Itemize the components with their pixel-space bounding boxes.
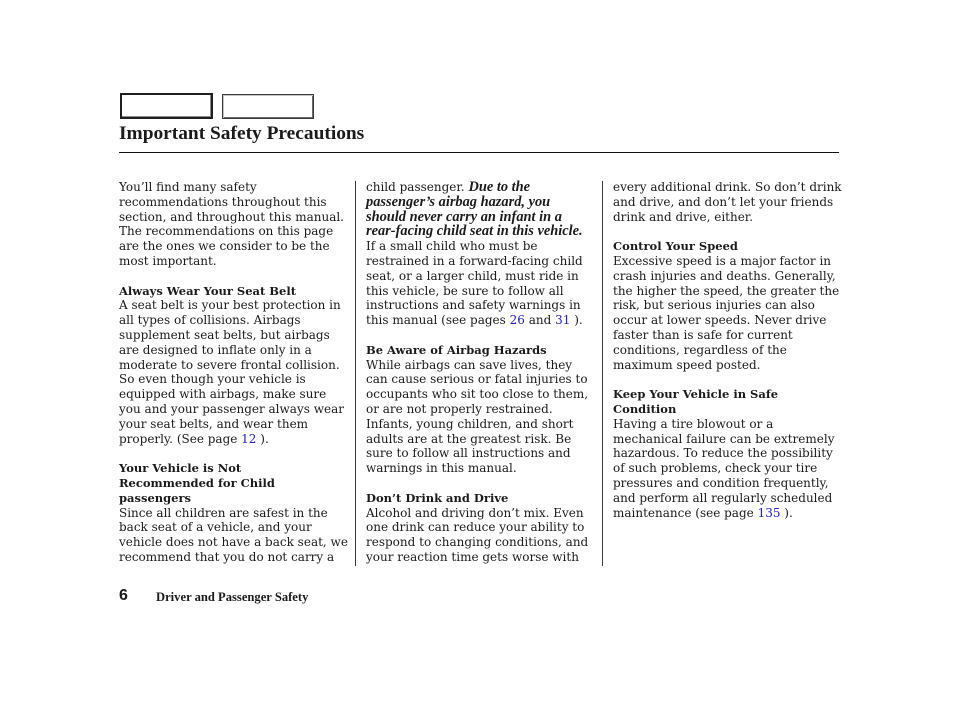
text-segment: properly. (See page [119,431,242,446]
page-reference-link[interactable]: 31 [555,313,571,328]
heading-line: Control Your Speed [613,239,738,254]
text-line: Since all children are safest in the [119,505,328,520]
section-body [366,358,598,476]
text-line: So even though your vehicle is [119,372,306,387]
section-heading [119,284,351,299]
section-heading [613,239,839,254]
section-body [366,180,598,328]
section-body [119,298,351,446]
text-line: drink and drive, either. [613,209,754,224]
heading-line: Always Wear Your Seat Belt [119,283,297,298]
text-line: recommendations throughout this [119,194,327,209]
text-line: section, and throughout this manual. [119,209,344,224]
section-body [119,506,351,565]
heading-line: Recommended for Child [119,475,275,490]
text-line: Having a tire blowout or a [613,416,774,431]
text-line: vehicle does not have a back seat, we [119,535,348,550]
section-body [366,506,598,565]
text-line [366,195,598,210]
section-heading [119,461,351,505]
text-segment: ). [256,431,269,446]
text-line: faster than is safe for current [613,327,793,342]
page-number: 6 [119,587,128,604]
text-line: are the ones we consider to be the [119,239,330,254]
text-section [366,180,598,328]
heading-line: Keep Your Vehicle in Safe [613,387,779,402]
text-line: If a small child who must be [366,239,538,254]
warning-text: rear-facing child seat in this vehicle. [366,223,583,240]
text-line: you and your passenger always wear [119,401,344,416]
heading-line: Don’t Drink and Drive [366,490,509,505]
text-line: all types of collisions. Airbags [119,313,301,328]
column-divider [602,181,603,566]
text-section [613,387,839,520]
text-segment: child passenger. [366,180,469,194]
heading-line: Your Vehicle is Not [119,461,242,476]
section-heading [366,491,598,506]
text-line: your seat belts, and wear them [119,416,309,431]
text-line: the higher the speed, the greater the [613,283,840,298]
text-line: or are not properly restrained. [366,401,553,416]
heading-line: passengers [119,490,192,505]
text-line: adults are at the greatest risk. Be [366,431,572,446]
column-divider [355,181,356,566]
section-body [613,417,839,521]
text-segment: ). [780,505,793,520]
text-line: instructions and safety warnings in [366,298,581,313]
text-line: pressures and condition frequently, [613,475,829,490]
text-line: and perform all regularly scheduled [613,490,833,505]
section-body [119,180,351,269]
text-section [119,180,351,269]
text-line: warnings in this manual. [366,461,517,476]
text-column-2 [366,180,598,565]
text-line: Infants, young children, and short [366,416,574,431]
text-column-1 [119,180,351,565]
heading-line: Condition [613,401,677,416]
text-line [366,210,598,225]
text-line [119,432,351,447]
warning-text: passenger’s airbag hazard, you [366,193,551,210]
text-segment: and [524,313,556,328]
text-section [366,491,598,565]
text-line: Alcohol and driving don’t mix. Even [366,505,584,520]
text-section [613,180,842,224]
text-section [366,343,598,476]
page-reference-link[interactable]: 135 [757,505,781,520]
text-line: back seat of a vehicle, and your [119,520,312,535]
text-section [119,284,351,447]
warning-text: Due to the [468,179,530,195]
text-line: sure to follow all instructions and [366,446,571,461]
text-line [366,224,598,239]
nav-button-right[interactable] [222,94,314,119]
section-body [613,254,839,372]
text-line: A seat belt is your best protection in [119,298,341,313]
text-line: most important. [119,253,217,268]
section-heading [366,343,598,358]
text-line: risk, but serious injuries can also [613,298,815,313]
text-line [366,313,598,328]
text-line: conditions, regardless of the [613,342,787,357]
text-line: equipped with airbags, make sure [119,387,327,402]
text-line: moderate to severe frontal collision. [119,357,340,372]
page-reference-link[interactable]: 26 [509,313,525,328]
text-line: respond to changing conditions, and [366,535,589,550]
text-line: supplement seat belts, but airbags [119,327,330,342]
text-line: The recommendations on this page [119,224,334,239]
text-line: can cause serious or fatal injuries to [366,372,588,387]
text-line: While airbags can save lives, they [366,357,573,372]
text-line: occupants who sit too close to them, [366,387,589,402]
text-column-3 [613,180,842,520]
text-line: You’ll find many safety [119,180,257,194]
text-line: every additional drink. So don’t drink [613,180,842,194]
footer-section-title: Driver and Passenger Safety [156,590,309,604]
page-reference-link[interactable]: 12 [241,431,257,446]
text-segment: ). [570,313,583,328]
page-title: Important Safety Precautions [119,123,365,144]
text-section [613,239,839,372]
title-rule [119,152,839,153]
text-line: are designed to inflate only in a [119,342,312,357]
text-line: and drive, and don’t let your friends [613,194,834,209]
text-segment: maintenance (see page [613,505,758,520]
text-line: occur at lower speeds. Never drive [613,313,827,328]
text-section [119,461,351,565]
text-line: mechanical failure can be extremely [613,431,835,446]
text-line: maximum speed posted. [613,357,761,372]
text-line: this vehicle, be sure to follow all [366,283,564,298]
text-line: one drink can reduce your ability to [366,520,585,535]
text-line: Excessive speed is a major factor in [613,253,832,268]
text-line: recommend that you do not carry a [119,549,335,564]
text-line: seat, or a larger child, must ride in [366,268,579,283]
section-heading [613,387,839,417]
text-line [613,506,839,521]
text-line [366,180,598,195]
section-body [613,180,842,224]
heading-line: Be Aware of Airbag Hazards [366,342,547,357]
text-segment: this manual (see pages [366,313,510,328]
nav-button-left[interactable] [120,93,213,119]
text-line: your reaction time gets worse with [366,549,579,564]
text-line: crash injuries and deaths. Generally, [613,268,836,283]
warning-text: should never carry an infant in a [366,208,562,225]
text-line: of such problems, check your tire [613,461,818,476]
text-line: restrained in a forward-facing child [366,253,583,268]
text-line: hazardous. To reduce the possibility [613,446,833,461]
